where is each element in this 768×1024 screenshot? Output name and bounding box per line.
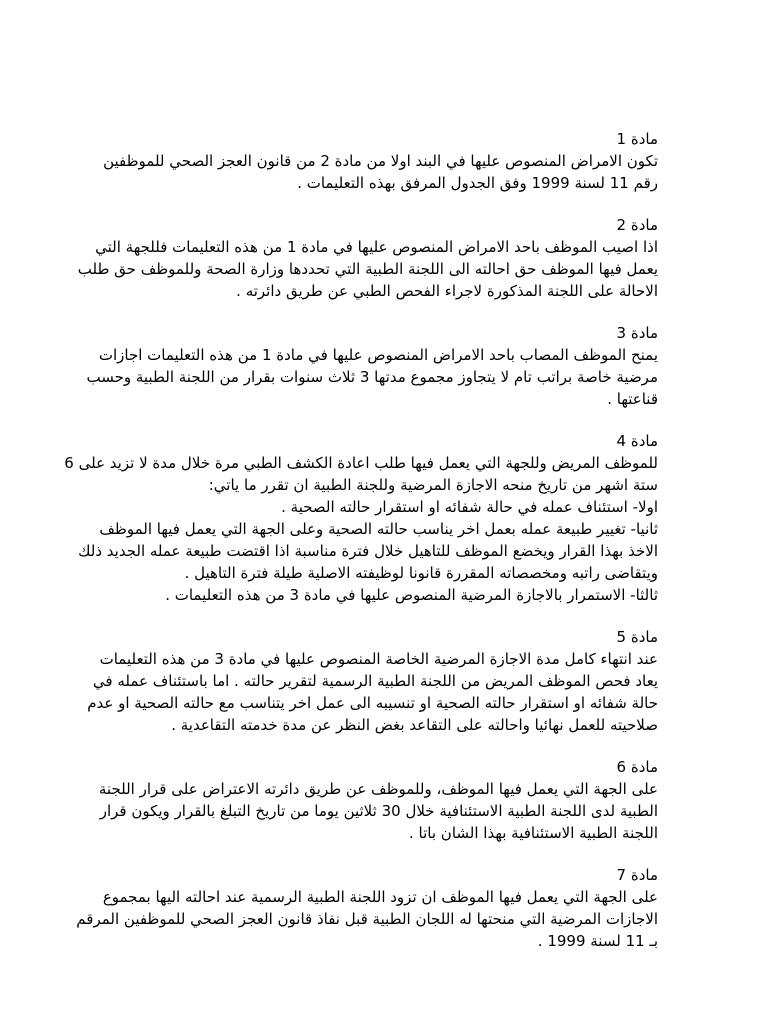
- article-text-line: الاخذ بهذا القرار ويخضع الموظف للتاهيل خلال فترة مناسبة اذا اقتضت طبيعة عمله الجديد ذلك: [78, 542, 658, 560]
- document-page: [64, 128, 658, 972]
- article-title: مادة 1: [616, 130, 658, 148]
- article-text-line: ثانيا- تغيير طبيعة عمله بعمل اخر يناسب حالته الصحية وعلى الجهة التي يعمل فيها الموظف: [99, 520, 658, 538]
- article-text-line: تكون الامراض المنصوص عليها في البند اولا من مادة 2 من قانون العجز الصحي للموظفين: [103, 152, 658, 170]
- article-text-line: بـ 11 لسنة 1999 .: [537, 932, 658, 950]
- article-3: [86, 322, 658, 410]
- article-text-line: اللجنة الطبية الاستئنافية بهذا الشان باتا .: [409, 824, 658, 842]
- article-text-line: ويتقاضى راتبه ومخصصاته المقررة قانونا لوظيفته الاصلية طيلة فترة التاهيل .: [184, 564, 658, 582]
- article-text-line: رقم 11 لسنة 1999 وفق الجدول المرفق بهذه التعليمات .: [297, 174, 658, 192]
- article-6: [98, 756, 658, 844]
- article-text-line: الاجازات المرضية التي منحتها له اللجان الطبية قبل نفاذ قانون العجز الصحي للموظفين المرقم: [76, 910, 658, 928]
- article-text-line: عند انتهاء كامل مدة الاجازة المرضية الخاصة المنصوص عليها في مادة 3 من هذه التعليمات: [99, 650, 658, 668]
- article-1: [103, 128, 658, 194]
- article-text-line: اذا اصيب الموظف باحد الامراض المنصوص عليها في مادة 1 من هذه التعليمات فللجهة التي: [95, 238, 658, 256]
- article-text-line: على الجهة التي يعمل فيها الموظف ان تزود اللجنة الطبية الرسمية عند احالته اليها بمجموع: [102, 888, 658, 906]
- article-text-line: اولا- استئناف عمله في حالة شفائه او استقرار حالته الصحية .: [281, 498, 658, 516]
- article-4: [64, 430, 658, 606]
- article-title: مادة 5: [616, 628, 658, 646]
- article-2: [77, 214, 658, 302]
- article-text-line: يعمل فيها الموظف حق احالته الى اللجنة الطبية التي تحددها وزارة الصحة وللموظف حق طلب: [77, 260, 658, 278]
- article-title: مادة 7: [616, 866, 658, 884]
- article-text-line: للموظف المريض وللجهة التي يعمل فيها طلب اعادة الكشف الطبي مرة خلال مدة لا تزيد على 6: [64, 454, 658, 472]
- article-text-line: ستة اشهر من تاريخ منحه الاجازة المرضية وللجنة الطبية ان تقرر ما ياتي:: [208, 476, 658, 494]
- article-text-line: حالة شفائه او استقرار حالته الصحية او تنسيبه الى عمل اخر يتناسب مع حالته الصحية او عدم: [87, 694, 658, 712]
- article-title: مادة 2: [616, 216, 658, 234]
- article-text-line: صلاحيته للعمل نهائيا واحالته على التقاعد بغض النظر عن مدة خدمته التقاعدية .: [171, 716, 658, 734]
- article-text-line: مرضية خاصة براتب تام لا يتجاوز مجموع مدتها 3 ثلاث سنوات بقرار من اللجنة الطبية وحسب: [86, 368, 658, 386]
- article-text-line: يمنح الموظف المصاب باحد الامراض المنصوص عليها في مادة 1 من هذه التعليمات اجازات: [98, 346, 658, 364]
- article-text-line: قناعتها .: [607, 390, 658, 408]
- article-title: مادة 6: [616, 758, 658, 776]
- article-7: [76, 864, 658, 952]
- article-text-line: ثالثا- الاستمرار بالاجازة المرضية المنصوص عليها في مادة 3 من هذه التعليمات .: [165, 586, 658, 604]
- article-text-line: الاحالة على اللجنة المذكورة لاجراء الفحص الطبي عن طريق دائرته .: [236, 282, 658, 300]
- article-5: [87, 626, 658, 736]
- article-text-line: على الجهة التي يعمل فيها الموظف، وللموظف عن طريق دائرته الاعتراض على قرار اللجنة: [98, 780, 658, 798]
- article-title: مادة 3: [616, 324, 658, 342]
- article-text-line: الطبية لدى اللجنة الطبية الاستئنافية خلال 30 ثلاثين يوما من تاريخ التبلغ بالقرار ويكون قرار: [99, 802, 658, 820]
- article-title: مادة 4: [616, 432, 658, 450]
- article-text-line: يعاد فحص الموظف المريض من اللجنة الطبية الرسمية لتقرير حالته . اما باستئناف عمله في: [92, 672, 658, 690]
